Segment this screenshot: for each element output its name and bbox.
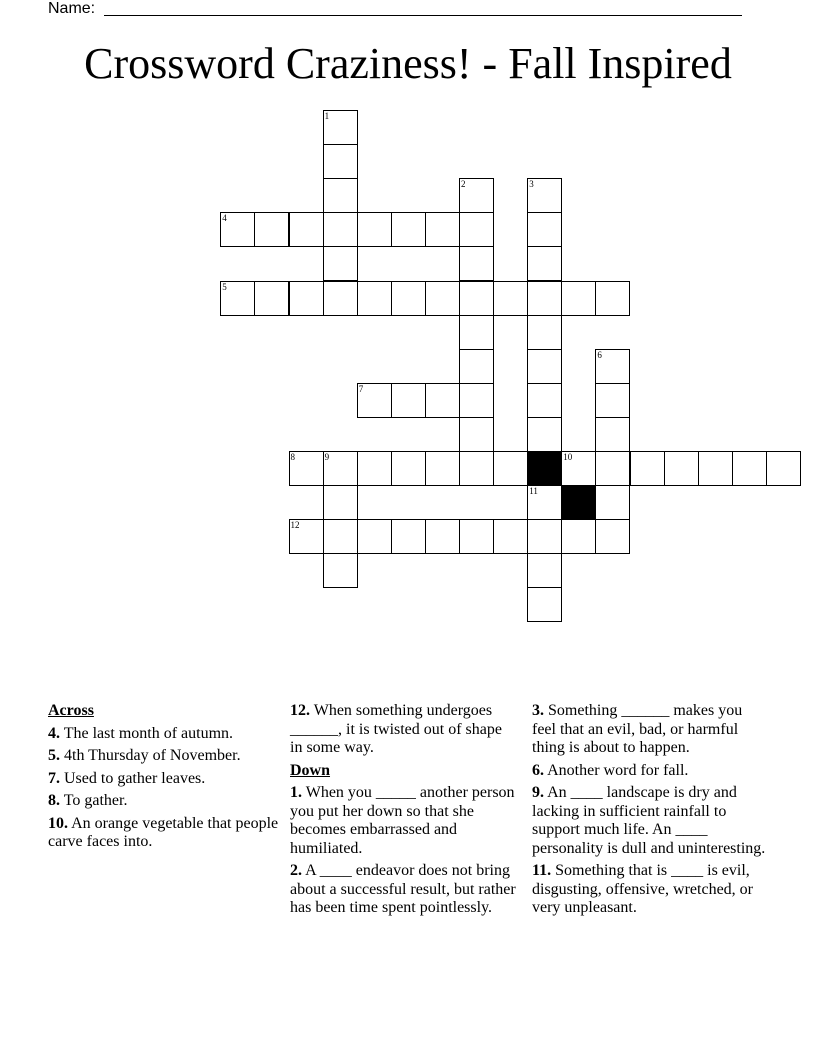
clue-number: 8: [290, 452, 295, 462]
grid-cell[interactable]: [595, 485, 630, 520]
grid-cell[interactable]: [527, 349, 562, 384]
grid-cell[interactable]: [254, 212, 289, 247]
grid-cell[interactable]: [595, 417, 630, 452]
clue-across-5: 5. 4th Thursday of November.: [48, 747, 241, 764]
clue-number: 9: [324, 452, 330, 462]
grid-cell[interactable]: [391, 451, 426, 486]
grid-cell[interactable]: [595, 349, 630, 384]
grid-cell[interactable]: [425, 212, 460, 247]
grid-cell[interactable]: [323, 451, 358, 486]
grid-cell[interactable]: [459, 519, 494, 554]
page-title: Crossword Craziness! - Fall Inspired: [84, 39, 732, 88]
grid-cell[interactable]: [595, 519, 630, 554]
down-heading: Down: [290, 761, 331, 779]
grid-cell[interactable]: [630, 451, 665, 486]
clue-number: 6: [597, 349, 602, 360]
grid-cell[interactable]: [391, 383, 426, 418]
grid-cell[interactable]: [459, 178, 494, 213]
clue-down-6: 6. Another word for fall.: [532, 761, 689, 779]
grid-cell[interactable]: [561, 451, 596, 486]
grid-cell[interactable]: [391, 212, 426, 247]
grid-cell[interactable]: [289, 451, 324, 486]
grid-cell[interactable]: [527, 315, 562, 350]
grid-block: [527, 451, 562, 486]
grid-cell[interactable]: [493, 281, 528, 316]
grid-cell[interactable]: [459, 451, 494, 486]
grid-cell[interactable]: [220, 212, 255, 247]
grid-cell[interactable]: [323, 178, 358, 213]
grid-cell[interactable]: [595, 383, 630, 418]
grid-cell[interactable]: [357, 212, 392, 247]
grid-cell[interactable]: [527, 519, 562, 554]
grid-cell[interactable]: [391, 281, 426, 316]
grid-cell[interactable]: [459, 212, 494, 247]
clue-down-9: 9. An ____ landscape is dry and lacking in sufficient rainfall to support much life. An ____ personality is dull and uninteresting.: [532, 784, 766, 857]
name-label: Name:: [48, 0, 96, 17]
grid-cell[interactable]: [220, 281, 255, 316]
grid-cell[interactable]: [357, 451, 392, 486]
grid-cell[interactable]: [323, 485, 358, 520]
grid-cell[interactable]: [425, 281, 460, 316]
grid-cell[interactable]: [527, 587, 562, 622]
grid-cell[interactable]: [289, 519, 324, 554]
clue-number: 1: [324, 111, 330, 121]
grid-cell[interactable]: [595, 281, 630, 316]
grid-cell[interactable]: [595, 451, 630, 486]
grid-cell[interactable]: [323, 281, 358, 316]
grid-cell[interactable]: [527, 417, 562, 452]
grid-cell[interactable]: [357, 383, 392, 418]
clue-down-1: 1. When you _____ another person you put her down so that she becomes embarrassed and humiliated.: [290, 784, 519, 857]
grid-block: [561, 485, 596, 520]
grid-cell[interactable]: [561, 281, 596, 316]
grid-cell[interactable]: [459, 349, 494, 384]
grid-cell[interactable]: [425, 451, 460, 486]
clue-across-12: 12. When something undergoes ______, it is twisted out of shape in some way.: [290, 702, 506, 756]
grid-cell[interactable]: [698, 451, 733, 486]
grid-cell[interactable]: [323, 110, 358, 145]
clue-across-7: 7. Used to gather leaves.: [48, 769, 206, 787]
grid-cell[interactable]: [323, 553, 358, 588]
grid-cell[interactable]: [732, 451, 767, 486]
grid-cell[interactable]: [254, 281, 289, 316]
clue-across-4: 4. The last month of autumn.: [48, 724, 234, 742]
clue-column-3: [532, 702, 768, 922]
grid-cell[interactable]: [527, 212, 562, 247]
grid-cell[interactable]: [459, 281, 494, 316]
clue-across-10: 10. An orange vegetable that people carve faces into.: [48, 814, 283, 850]
clue-number: 12: [290, 520, 300, 531]
grid-cell[interactable]: [561, 519, 596, 554]
grid-cell[interactable]: [527, 485, 562, 520]
grid-cell[interactable]: [493, 519, 528, 554]
grid-cell[interactable]: [425, 383, 460, 418]
grid-cell[interactable]: [527, 281, 562, 316]
clue-across-8: 8. To gather.: [48, 792, 128, 809]
clue-number: 4: [222, 213, 227, 224]
grid-cell[interactable]: [459, 246, 494, 281]
grid-cell[interactable]: [357, 281, 392, 316]
grid-cell[interactable]: [527, 246, 562, 281]
grid-cell[interactable]: [664, 451, 699, 486]
grid-cell[interactable]: [527, 383, 562, 418]
grid-cell[interactable]: [323, 246, 358, 281]
grid-cell[interactable]: [357, 519, 392, 554]
clue-number: 3: [529, 179, 534, 190]
clue-number: 11: [529, 486, 538, 497]
grid-cell[interactable]: [323, 144, 358, 179]
across-heading: Across: [48, 702, 94, 719]
clue-number: 7: [358, 383, 364, 394]
grid-cell[interactable]: [425, 519, 460, 554]
clue-column-2: [290, 702, 518, 922]
grid-cell[interactable]: [493, 451, 528, 486]
grid-cell[interactable]: [323, 212, 358, 247]
grid-cell[interactable]: [527, 553, 562, 588]
grid-cell[interactable]: [766, 451, 801, 486]
clue-down-3: 3. Something ______ makes you feel that an evil, bad, or harmful thing is about to happen.: [532, 702, 747, 756]
clue-down-2: 2. A ____ endeavor does not bring about a successful result, but rather has been time spent pointlessly.: [290, 862, 520, 916]
clue-column-1: [48, 702, 283, 856]
grid-cell[interactable]: [323, 519, 358, 554]
grid-cell[interactable]: [459, 417, 494, 452]
grid-cell[interactable]: [459, 383, 494, 418]
grid-cell[interactable]: [459, 315, 494, 350]
grid-cell[interactable]: [527, 178, 562, 213]
clue-number: 5: [222, 281, 227, 292]
grid-cell[interactable]: [289, 281, 324, 316]
grid-cell[interactable]: [289, 212, 324, 247]
clue-number: 10: [563, 452, 573, 462]
clue-number: 2: [461, 179, 466, 190]
grid-cell[interactable]: [391, 519, 426, 554]
clue-down-11: 11. Something that is ____ is evil, disgusting, offensive, wretched, or very unpleasant.: [532, 862, 757, 916]
